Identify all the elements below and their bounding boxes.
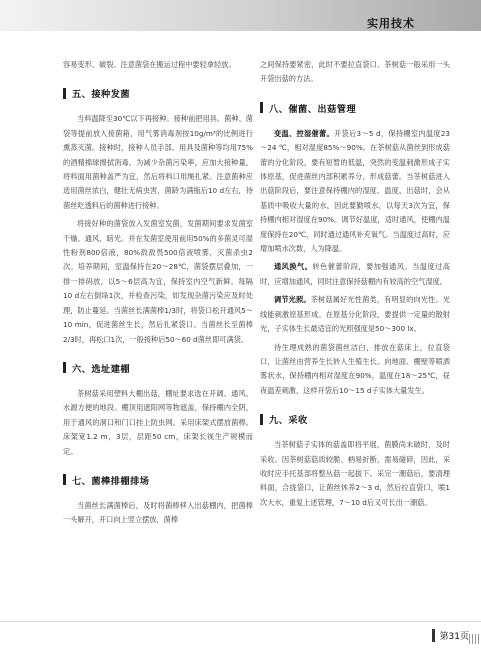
intro-paragraph: 容易变形、破裂。注意菌袋在搬运过程中要轻拿轻放。 <box>63 60 236 69</box>
left-column <box>63 58 253 532</box>
section-heading-8 <box>260 101 450 115</box>
section-heading-6 <box>63 361 253 375</box>
heading-bar <box>260 102 263 113</box>
paragraph: 当茶树菇子实体的菇盖即将平展，菌膜尚未破时，及时采收。因茶树菇菇质较脆、柄易折断，需易碰碎，因此，采收时应手托基部将整丛菇一起拔下。采完一潮菇后，要清理料面，合拢袋口，让菌丝休养2～3 d，然后拉直袋口，喷1次大水，重复上述管理，7～10 d后又可长出一潮菇。 <box>260 440 450 507</box>
paragraph: 将接好种的菌袋放入发菌室发菌，发菌期间要求发菌室干燥、通风、暗光。并在发菌室使用前用50%的多菌灵可湿性粉剂800倍液，80%敌敌畏500倍液喷雾，灭菌杀虫2次。培养期间，室温保持在20～28℃，菌袋摆层叠加，一排一排码放，以5～6层高为宜，保持室内空气新鲜。每隔10 d左右倒垛1次，并检查污染，如发现杂菌污染应及时处理，防止蔓延。当菌丝长满菌棒1/3时，将袋口松开通风5～10 min，促进菌丝生长，然后扎紧袋口。当菌丝长至菌棒2/3时，再松口1次，一般接种后50～60 d菌丝即可满袋。 <box>63 219 253 344</box>
paragraph-body: 转色催蕾阶段，要加强通风。当温度过高时，应增加通风，同时注意保持菇棚内有较高的空气湿度。 <box>260 262 450 286</box>
heading-text: 六、选址建棚 <box>72 363 131 375</box>
paragraph <box>260 293 450 336</box>
paragraph: 当料温降至30℃以下再接种。接种前把用具、菌种、菌袋等提前放入接菌箱，用气雾消毒剂按10g/m³的比例进行熏蒸灭菌。接种时，接种人员手部、用具及菌种等均用75%的酒精棉球擦拭消毒。为减少杂菌污染率，应加大接种量，将料面用菌种盖严为宜，然后将料口用绳扎紧。注意菌种应选用菌丝浓白，健壮无病虫害，菌龄为满瓶后10 d左右，待菌丝吃透料后的菌种进行接种。 <box>63 114 253 210</box>
page-number: 第31页 <box>432 629 469 642</box>
paragraph <box>260 127 450 257</box>
section-heading-7 <box>63 473 253 487</box>
section-label: 实用技术 <box>367 17 415 30</box>
paragraph: 待生理成熟的菌袋菌丝洁白，排放在菇床上，拉直袋口，让菌丝由营养生长转入生殖生长。向地面、棚壁等喷洒雾状水，保持棚内相对湿度在90%，温度在18～25℃，昼夜温差刺激，这样开袋后10～15 d子实体大量发生。 <box>260 342 450 395</box>
heading-text: 五、接种发菌 <box>72 89 131 101</box>
paragraph: 茶树菇采用塑料大棚出菇，棚址要求选在开阔、通风、水源方便的地段。棚顶用遮阳网等物遮盖，保持棚内全阴，用于通风的洞口和门口挂上防虫网。采用床架式摆放菌棒。床架宽1.2 m，3层，层距50 cm，床架长视生产规模而定。 <box>63 388 253 456</box>
subheading-label: 变温、控湿催蕾。 <box>274 128 334 138</box>
subheading-label: 调节光照。 <box>274 295 311 305</box>
paragraph-body: 茶树菇属好光性菌类，有明显的向光性。光线能刺激原基形成。在原基分化阶段，要提供一定量的散射光，子实体生长最适宜的光照强度是50～300 lx。 <box>260 295 450 334</box>
heading-bar <box>63 362 66 373</box>
paragraph: 当菌丝长满菌棒后，及时将菌棒移入出菇棚内，把菌棒一头解开，开口向上竖立摆放，菌棒 <box>63 500 253 525</box>
heading-text: 七、菌棒排棚排场 <box>72 475 150 487</box>
intro-paragraph: 之间保持要紧密，此时不要拉直袋口。茶树菇一般采用一头开袋出菇的方法。 <box>260 60 450 84</box>
section-heading-9 <box>260 412 450 426</box>
heading-text: 八、催菌、出菇管理 <box>269 103 357 115</box>
paragraph-body: 开袋后3～5 d，保持棚室内温度23～24 ℃，相对湿度85%～90%。在茶树菇从菌丝到形成菇蕾的分化阶段，要有短暂的低温，突然的变温刺激形成子实体原基，促进菌丝内部积累养分，形成菇蕾。当茶树菇进入出菇阶段后，要注意保持棚内的湿度、温度、出菇时，会从基质中吸收大量的水，因此要勤喷水，以每天3次为宜，保持棚内相对湿度在90%。调节好温度，适时通风，使棚内温度保持在20℃，同时通过通风补充氧气。当温度过高时，应增加喷水次数，人为降温。 <box>260 128 450 254</box>
header-bar <box>0 0 481 31</box>
decorative-hatch <box>469 634 481 644</box>
heading-bar <box>260 414 263 425</box>
heading-bar <box>63 88 66 99</box>
right-column <box>260 58 450 514</box>
paragraph <box>260 260 450 289</box>
heading-text: 九、采收 <box>269 415 308 427</box>
subheading-label: 通风换气。 <box>274 262 313 272</box>
section-heading-5 <box>63 86 253 100</box>
footer-divider <box>0 621 481 622</box>
heading-bar <box>63 474 66 485</box>
